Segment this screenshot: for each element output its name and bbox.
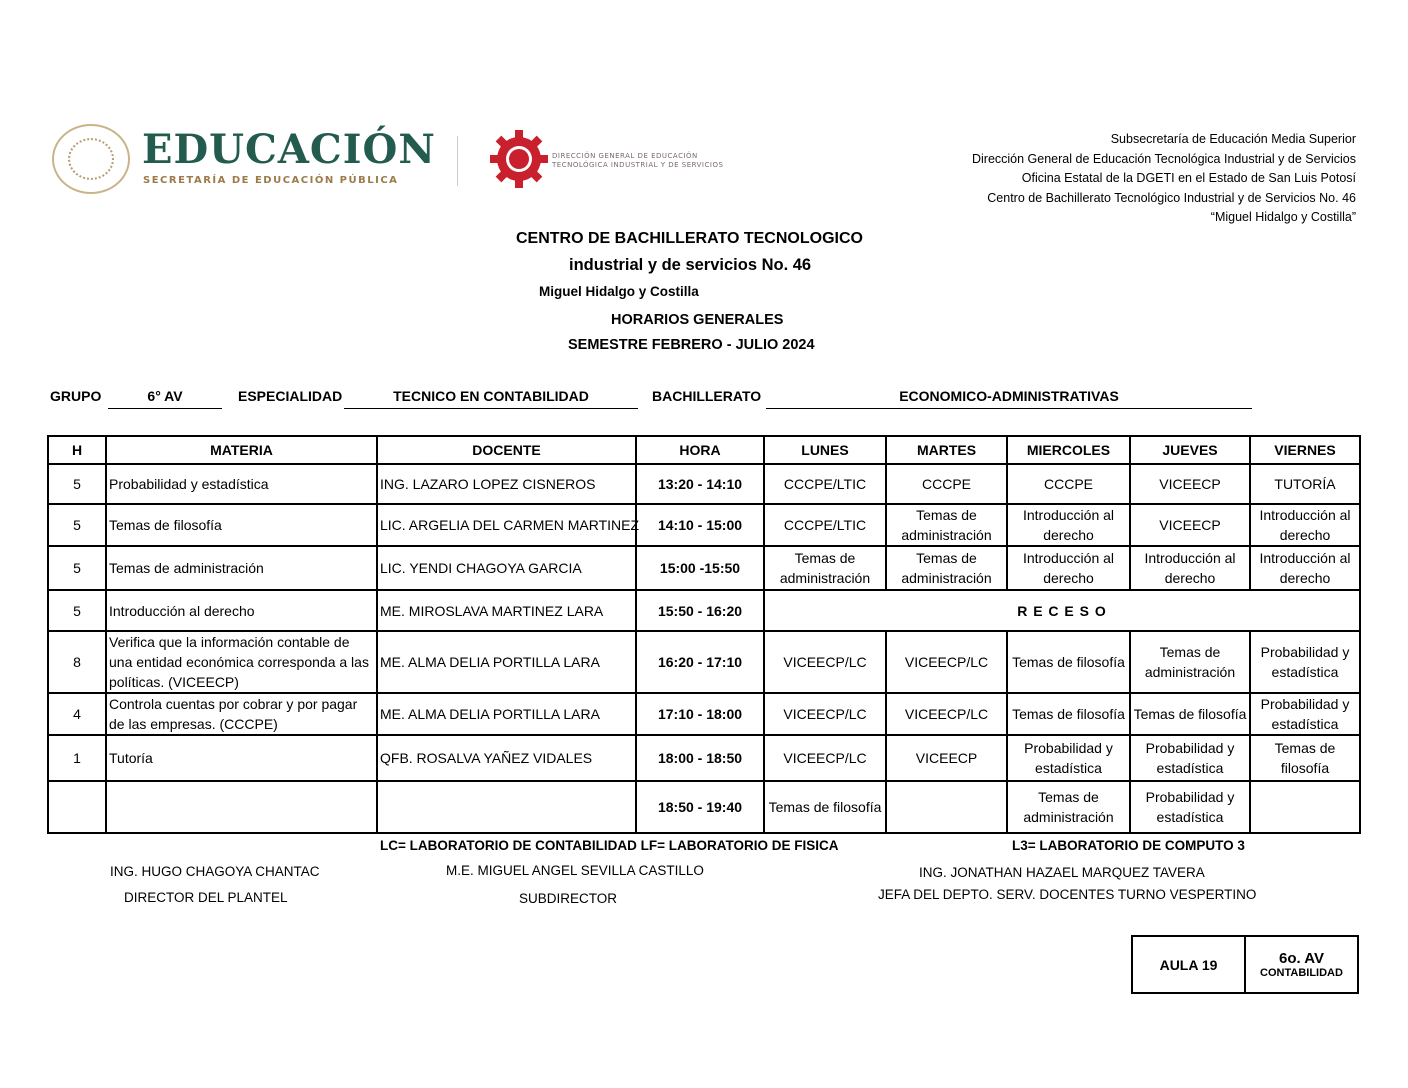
subdirector-name: M.E. MIGUEL ANGEL SEVILLA CASTILLO: [446, 863, 704, 878]
cell-miercoles: Introducción al derecho: [1007, 546, 1130, 590]
cell-jueves: Introducción al derecho: [1130, 546, 1250, 590]
dgeti-gear-logo: [488, 128, 550, 190]
cell-hora: 13:20 - 14:10: [636, 464, 764, 504]
cell-viernes: Introducción al derecho: [1250, 504, 1360, 546]
info-line: Dirección General de Educación Tecnológica Industrial y de Servicios: [971, 151, 1356, 166]
cell-hora: 18:50 - 19:40: [636, 781, 764, 833]
educacion-logo-text: EDUCACIÓN: [142, 126, 436, 173]
cell-materia: Controla cuentas por cobrar y por pagar de las empresas. (CCCPE): [106, 693, 377, 735]
cell-docente: ING. LAZARO LOPEZ CISNEROS: [377, 464, 636, 504]
cell-viernes: TUTORÍA: [1250, 464, 1360, 504]
cell-hora: 17:10 - 18:00: [636, 693, 764, 735]
cell-h: 4: [48, 693, 106, 735]
cell-martes: VICEECP: [886, 735, 1007, 781]
cell-hora: 14:10 - 15:00: [636, 504, 764, 546]
school-subtitle: industrial y de servicios No. 46: [569, 256, 812, 274]
especialidad-value: TECNICO EN CONTABILIDAD: [344, 388, 638, 409]
dgeti-logo-text: DIRECCIÓN GENERAL DE EDUCACIÓN TECNOLÓGICA INDUSTRIAL Y DE SERVICIOS: [552, 152, 724, 169]
cell-materia: [106, 781, 377, 833]
cell-lunes: VICEECP/LC: [764, 693, 886, 735]
header-jueves: JUEVES: [1130, 436, 1250, 464]
cell-viernes: Probabilidad y estadística: [1250, 693, 1360, 735]
header-viernes: VIERNES: [1250, 436, 1360, 464]
cell-docente: QFB. ROSALVA YAÑEZ VIDALES: [377, 735, 636, 781]
especialidad-label: ESPECIALIDAD: [238, 388, 343, 404]
aula-group-cell: [1245, 936, 1358, 993]
header-hora: HORA: [636, 436, 764, 464]
cell-materia: Tutoría: [106, 735, 377, 781]
cell-miercoles: Temas de filosofía: [1007, 693, 1130, 735]
cell-docente: ME. ALMA DELIA PORTILLA LARA: [377, 631, 636, 693]
cell-miercoles: CCCPE: [1007, 464, 1130, 504]
cell-materia: Probabilidad y estadística: [106, 464, 377, 504]
schedule-table: [47, 435, 1361, 834]
semester-title: SEMESTRE FEBRERO - JULIO 2024: [568, 337, 815, 353]
table-row: [48, 546, 1360, 590]
legend-labs: LC= LABORATORIO DE CONTABILIDAD LF= LABORATORIO DE FISICA: [380, 838, 839, 853]
cell-docente: LIC. ARGELIA DEL CARMEN MARTINEZ: [377, 504, 636, 546]
logo-divider: [457, 136, 458, 186]
cell-h: 1: [48, 735, 106, 781]
header-h: H: [48, 436, 106, 464]
cell-h: 5: [48, 464, 106, 504]
cell-martes: VICEECP/LC: [886, 631, 1007, 693]
info-line: Centro de Bachillerato Tecnológico Industrial y de Servicios No. 46: [987, 190, 1356, 205]
cell-docente: [377, 781, 636, 833]
aula-box: [1131, 935, 1359, 994]
table-row: [48, 504, 1360, 546]
cell-lunes: Temas de administración: [764, 546, 886, 590]
cell-materia: Verifica que la información contable de una entidad económica corresponda a las políticas. (VICEECP): [106, 631, 377, 693]
cell-miercoles: Temas de administración: [1007, 781, 1130, 833]
cell-jueves: Probabilidad y estadística: [1130, 781, 1250, 833]
cell-hora: 16:20 - 17:10: [636, 631, 764, 693]
table-row: [48, 464, 1360, 504]
cell-h: 5: [48, 590, 106, 631]
cell-hora: 18:00 - 18:50: [636, 735, 764, 781]
cell-martes: CCCPE: [886, 464, 1007, 504]
cell-martes: [886, 781, 1007, 833]
cell-materia: Temas de filosofía: [106, 504, 377, 546]
header-miercoles: MIERCOLES: [1007, 436, 1130, 464]
cell-docente: ME. ALMA DELIA PORTILLA LARA: [377, 693, 636, 735]
info-line: “Miguel Hidalgo y Costilla”: [1210, 210, 1356, 224]
receso-cell: R E C E S O: [764, 590, 1360, 631]
cell-materia: Introducción al derecho: [106, 590, 377, 631]
info-line: Oficina Estatal de la DGETI en el Estado de San Luis Potosí: [1021, 171, 1356, 185]
cell-h: 8: [48, 631, 106, 693]
institution-info: [972, 130, 1356, 228]
director-name: ING. HUGO CHAGOYA CHANTAC: [110, 864, 320, 879]
cell-martes: VICEECP/LC: [886, 693, 1007, 735]
cell-h: [48, 781, 106, 833]
school-title: CENTRO DE BACHILLERATO TECNOLOGICO: [516, 230, 863, 247]
cell-jueves: VICEECP: [1130, 504, 1250, 546]
cell-miercoles: Temas de filosofía: [1007, 631, 1130, 693]
cell-viernes: Probabilidad y estadística: [1250, 631, 1360, 693]
cell-lunes: VICEECP/LC: [764, 631, 886, 693]
cell-viernes: [1250, 781, 1360, 833]
cell-lunes: CCCPE/LTIC: [764, 464, 886, 504]
cell-martes: Temas de administración: [886, 546, 1007, 590]
subdirector-title: SUBDIRECTOR: [519, 891, 618, 906]
cell-lunes: Temas de filosofía: [764, 781, 886, 833]
aula-specialty: CONTABILIDAD: [1260, 967, 1343, 979]
table-row: [48, 693, 1360, 735]
cell-docente: ME. MIROSLAVA MARTINEZ LARA: [377, 590, 636, 631]
cell-hora: 15:00 -15:50: [636, 546, 764, 590]
grupo-label: GRUPO: [50, 388, 102, 404]
table-row: [48, 735, 1360, 781]
header-docente: DOCENTE: [377, 436, 636, 464]
cell-miercoles: Introducción al derecho: [1007, 504, 1130, 546]
grupo-value: 6° AV: [108, 388, 222, 409]
cell-martes: Temas de administración: [886, 504, 1007, 546]
header-materia: MATERIA: [106, 436, 377, 464]
cell-jueves: Temas de filosofía: [1130, 693, 1250, 735]
cell-miercoles: Probabilidad y estadística: [1007, 735, 1130, 781]
table-row: [48, 631, 1360, 693]
table-row: [48, 781, 1360, 833]
cell-jueves: VICEECP: [1130, 464, 1250, 504]
cell-h: 5: [48, 546, 106, 590]
info-line: Subsecretaría de Educación Media Superior: [1110, 132, 1356, 146]
cell-materia: Temas de administración: [106, 546, 377, 590]
legend-l3: L3= LABORATORIO DE COMPUTO 3: [1012, 838, 1245, 853]
cell-hora: 15:50 - 16:20: [636, 590, 764, 631]
cell-jueves: Probabilidad y estadística: [1130, 735, 1250, 781]
header-lunes: LUNES: [764, 436, 886, 464]
cell-jueves: Temas de administración: [1130, 631, 1250, 693]
table-header-row: [48, 436, 1360, 464]
cell-lunes: CCCPE/LTIC: [764, 504, 886, 546]
educacion-logo-subtitle: SECRETARÍA DE EDUCACIÓN PÚBLICA: [143, 175, 399, 186]
director-title: DIRECTOR DEL PLANTEL: [124, 890, 288, 905]
mexico-seal-logo: [52, 124, 130, 194]
aula-room: AULA 19: [1132, 936, 1245, 993]
schedule-title: HORARIOS GENERALES: [611, 312, 784, 328]
cell-docente: LIC. YENDI CHAGOYA GARCIA: [377, 546, 636, 590]
cell-lunes: VICEECP/LC: [764, 735, 886, 781]
header-martes: MARTES: [886, 436, 1007, 464]
school-name: Miguel Hidalgo y Costilla: [539, 284, 699, 299]
cell-viernes: Temas de filosofía: [1250, 735, 1360, 781]
bachillerato-value: ECONOMICO-ADMINISTRATIVAS: [766, 388, 1252, 409]
jefa-name: ING. JONATHAN HAZAEL MARQUEZ TAVERA: [919, 865, 1205, 880]
cell-h: 5: [48, 504, 106, 546]
cell-viernes: Introducción al derecho: [1250, 546, 1360, 590]
bachillerato-label: BACHILLERATO: [652, 388, 762, 404]
table-row: [48, 590, 1360, 631]
jefa-title: JEFA DEL DEPTO. SERV. DOCENTES TURNO VESPERTINO: [878, 887, 1257, 902]
aula-group: 6o. AV: [1278, 950, 1324, 967]
